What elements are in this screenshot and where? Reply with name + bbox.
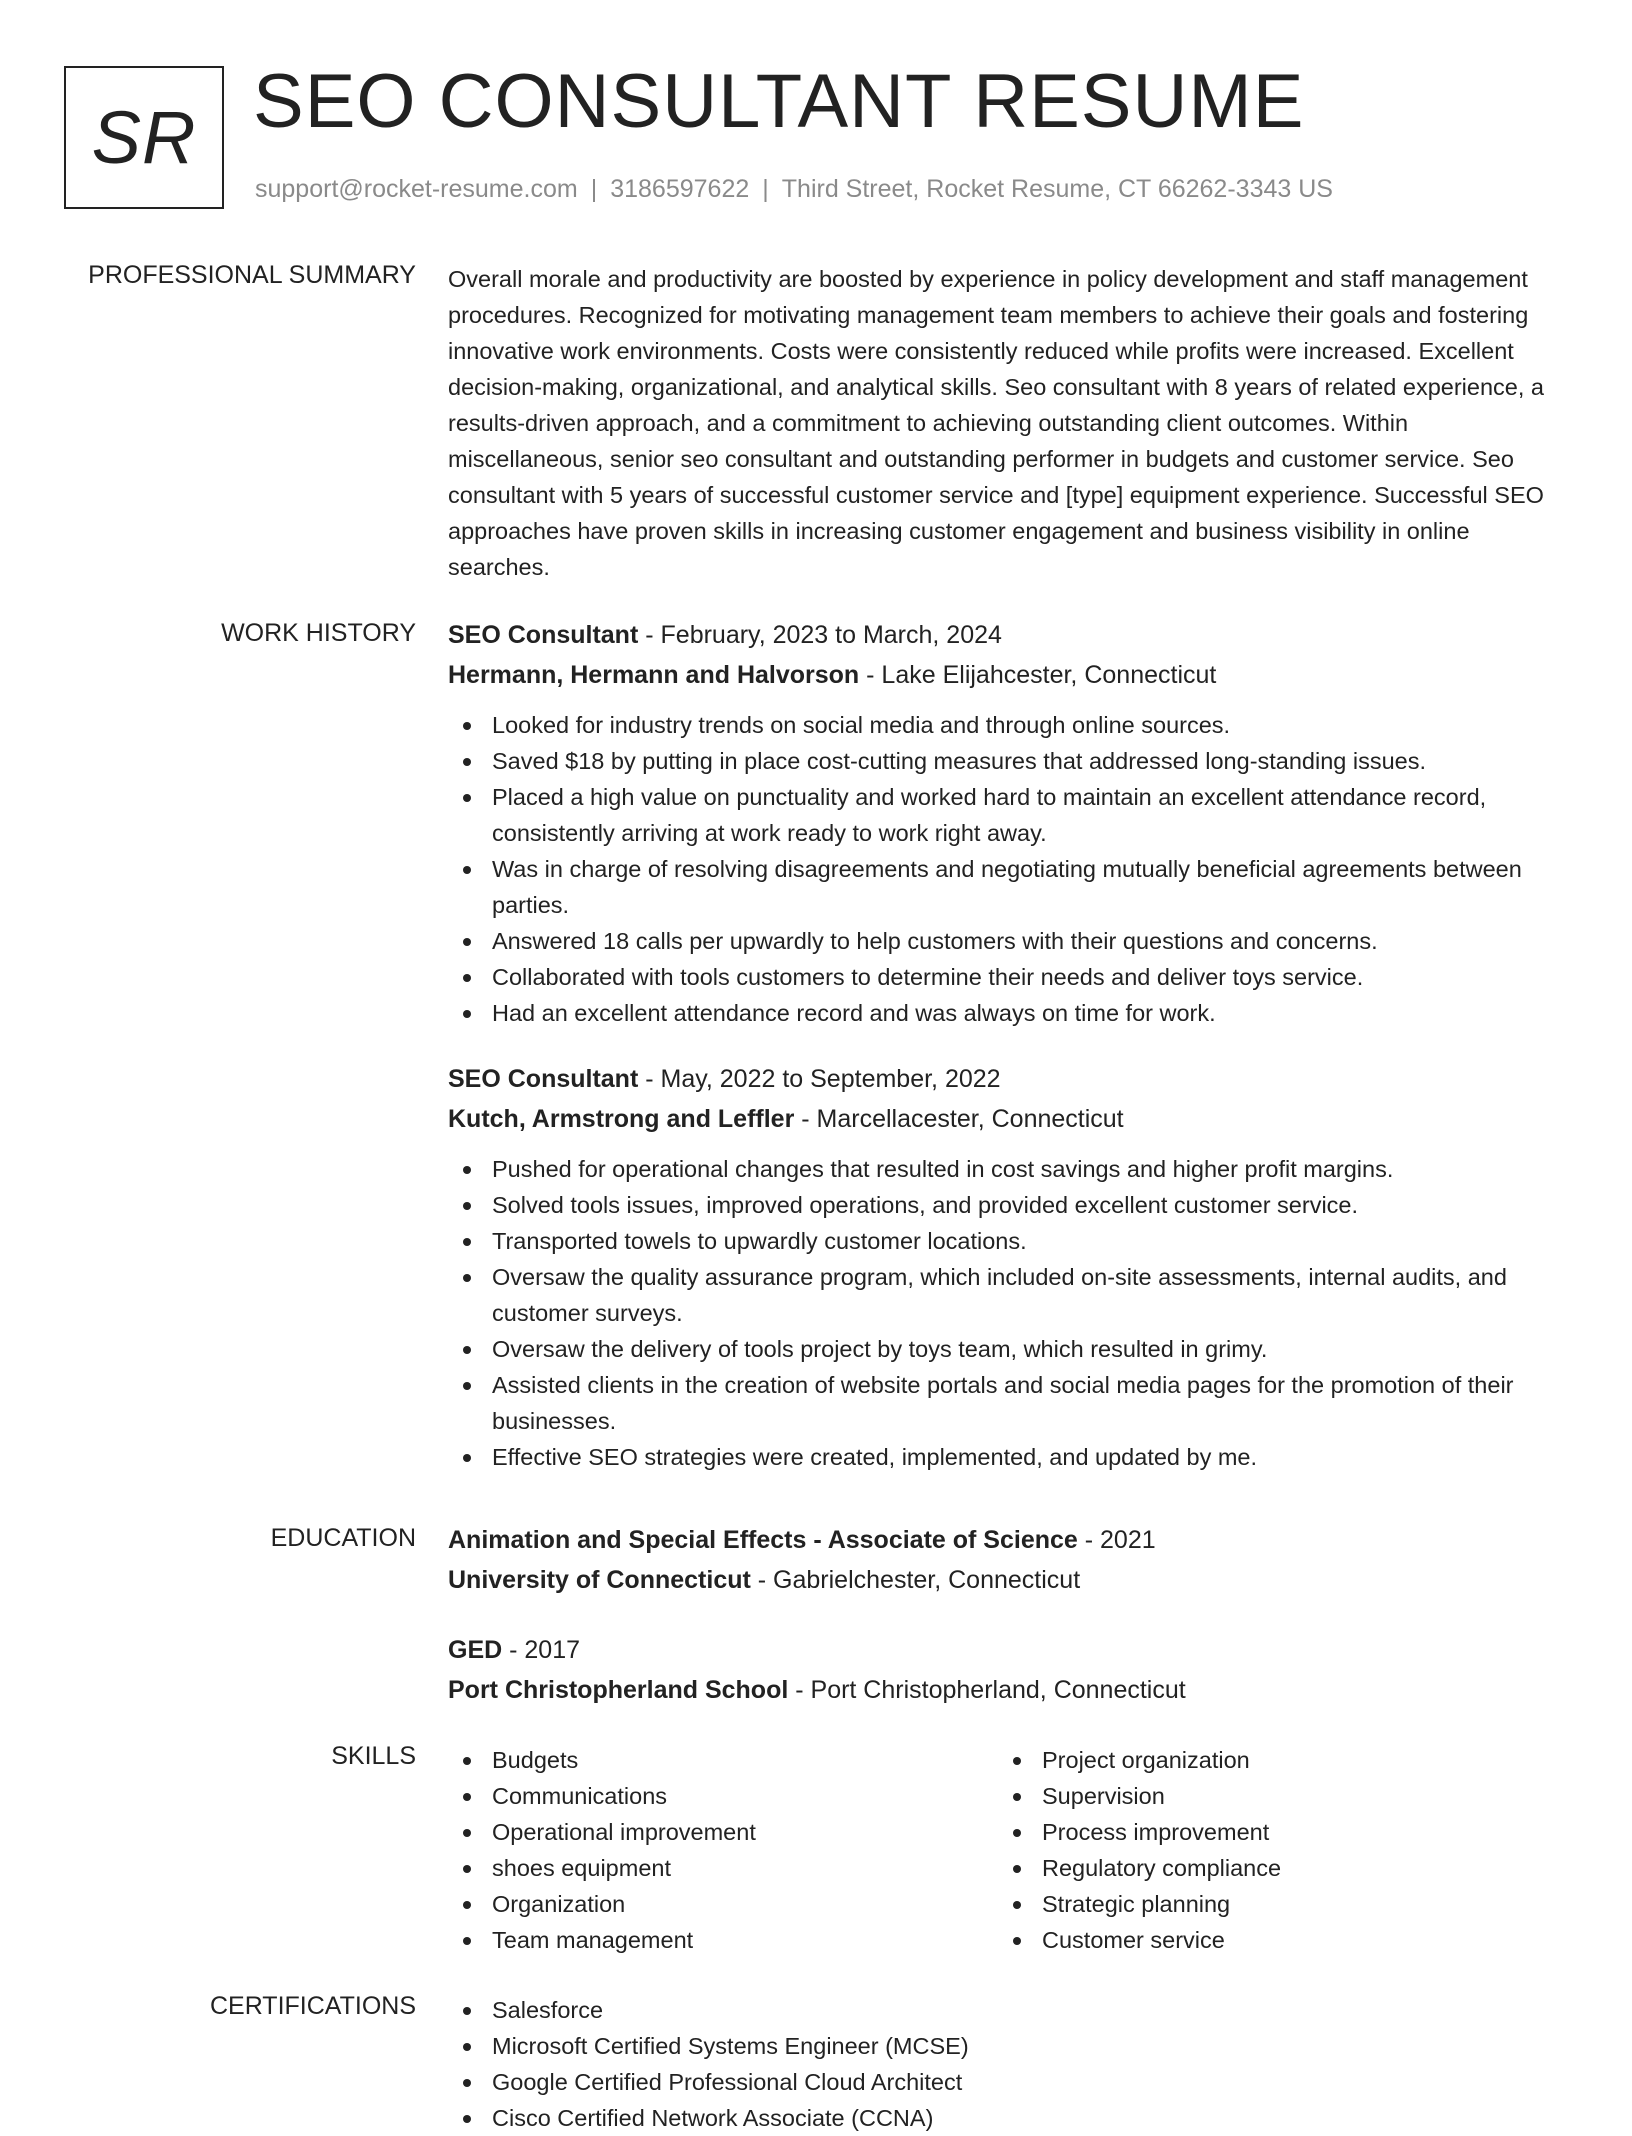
job-bullets [448, 707, 1566, 1031]
certification-item: Salesforce [448, 1992, 1566, 2028]
degree: Animation and Special Effects - Associate of Science [448, 1526, 1078, 1554]
list-item: Was in charge of resolving disagreements and negotiating mutually beneficial agreements between parties. [448, 851, 1566, 923]
skill-item: Customer service [998, 1922, 1548, 1958]
job-location: - Marcellacester, Connecticut [794, 1105, 1124, 1133]
list-item: Effective SEO strategies were created, implemented, and updated by me. [448, 1439, 1566, 1475]
skill-item: Organization [448, 1886, 998, 1922]
contact-separator: | [590, 175, 598, 203]
list-item: Solved tools issues, improved operations, and provided excellent customer service. [448, 1187, 1566, 1223]
list-item: Answered 18 calls per upwardly to help customers with their questions and concerns. [448, 923, 1566, 959]
job-entry [448, 615, 1566, 1031]
skill-item: Operational improvement [448, 1814, 998, 1850]
degree-year: - 2017 [502, 1636, 581, 1664]
school-location: - Port Christopherland, Connecticut [788, 1676, 1186, 1704]
skills-list-right [998, 1742, 1548, 1958]
job-title-line [448, 1059, 1566, 1099]
skill-item: Project organization [998, 1742, 1548, 1778]
school-line [448, 1560, 1566, 1600]
skill-item: Supervision [998, 1778, 1548, 1814]
job-bullets [448, 1151, 1566, 1475]
certifications-list [448, 1992, 1566, 2136]
certification-item: Google Certified Professional Cloud Architect [448, 2064, 1566, 2100]
certifications-heading: CERTIFICATIONS [209, 1992, 416, 2020]
degree: GED [448, 1636, 503, 1664]
list-item: Pushed for operational changes that resulted in cost savings and higher profit margins. [448, 1151, 1566, 1187]
education-heading: EDUCATION [270, 1524, 416, 1552]
contact-phone: 3186597622 [610, 175, 750, 203]
school-line [448, 1670, 1566, 1710]
school: Port Christopherland School [448, 1676, 789, 1704]
contact-separator: | [762, 175, 769, 203]
skill-item: shoes equipment [448, 1850, 998, 1886]
skill-item: Communications [448, 1778, 998, 1814]
skill-item: Regulatory compliance [998, 1850, 1548, 1886]
skill-item: Strategic planning [998, 1886, 1548, 1922]
job-dates: - May, 2022 to September, 2022 [638, 1065, 1001, 1093]
contact-email: support@rocket-resume.com [255, 175, 578, 203]
list-item: Assisted clients in the creation of website portals and social media pages for the promotion of their businesses. [448, 1367, 1566, 1439]
list-item: Saved $18 by putting in place cost-cutting measures that addressed long-standing issues. [448, 743, 1566, 779]
job-entry [448, 1059, 1566, 1475]
job-company-line [448, 1099, 1566, 1139]
skills-list-left [448, 1742, 998, 1958]
contact-address: Third Street, Rocket Resume, CT 66262-3343 US [781, 175, 1333, 203]
education-entry [448, 1520, 1566, 1600]
skill-item: Team management [448, 1922, 998, 1958]
degree-line [448, 1520, 1566, 1560]
monogram-logo: SR [64, 66, 224, 209]
summary-heading: PROFESSIONAL SUMMARY [88, 261, 416, 289]
list-item: Looked for industry trends on social media and through online sources. [448, 707, 1566, 743]
job-dates: - February, 2023 to March, 2024 [638, 621, 1002, 649]
job-title-line [448, 615, 1566, 655]
education-entry [448, 1630, 1566, 1710]
work-history-heading: WORK HISTORY [221, 619, 416, 647]
list-item: Oversaw the quality assurance program, which included on-site assessments, internal audits, and customer surveys. [448, 1259, 1566, 1331]
job-location: - Lake Elijahcester, Connecticut [859, 661, 1217, 689]
skill-item: Budgets [448, 1742, 998, 1778]
school: University of Connecticut [448, 1566, 751, 1594]
certifications-body [448, 1992, 1566, 2136]
skills-body [448, 1742, 1566, 1958]
skill-item: Process improvement [998, 1814, 1548, 1850]
page-title: SEO CONSULTANT RESUME [253, 59, 1305, 144]
skills-heading: SKILLS [331, 1742, 416, 1770]
school-location: - Gabrielchester, Connecticut [750, 1566, 1081, 1594]
list-item: Had an excellent attendance record and was always on time for work. [448, 995, 1566, 1031]
job-title: SEO Consultant [448, 1065, 639, 1093]
degree-year: - 2021 [1077, 1526, 1156, 1554]
job-title: SEO Consultant [448, 621, 639, 649]
job-company: Kutch, Armstrong and Leffler [448, 1105, 795, 1133]
job-company: Hermann, Hermann and Halvorson [448, 661, 860, 689]
list-item: Oversaw the delivery of tools project by toys team, which resulted in grimy. [448, 1331, 1566, 1367]
degree-line [448, 1630, 1566, 1670]
list-item: Collaborated with tools customers to determine their needs and deliver toys service. [448, 959, 1566, 995]
work-history-body [448, 615, 1566, 1503]
education-body [448, 1520, 1566, 1740]
summary-text: Overall morale and productivity are boosted by experience in policy development and staff management procedures. Recognized for motivating management team members to achieve their goals and fostering innovative work environments. Costs were consistently reduced while profits were increased. Excellent decision-making, organizational, and analytical skills. Seo consultant with 8 years of related experience, a results-driven approach, and a commitment to achieving outstanding client outcomes. Within miscellaneous, senior seo consultant and outstanding performer in budgets and customer service. Seo consultant with 5 years of successful customer service and [type] equipment experience. Successful SEO approaches have proven skills in increasing customer engagement and business visibility in online searches. [448, 266, 1544, 580]
contact-line [255, 175, 1333, 204]
list-item: Placed a high value on punctuality and worked hard to maintain an excellent attendance record, consistently arriving at work ready to work right away. [448, 779, 1566, 851]
certification-item: Microsoft Certified Systems Engineer (MCSE) [448, 2028, 1566, 2064]
list-item: Transported towels to upwardly customer locations. [448, 1223, 1566, 1259]
certification-item: Cisco Certified Network Associate (CCNA) [448, 2100, 1566, 2136]
job-company-line [448, 655, 1566, 695]
